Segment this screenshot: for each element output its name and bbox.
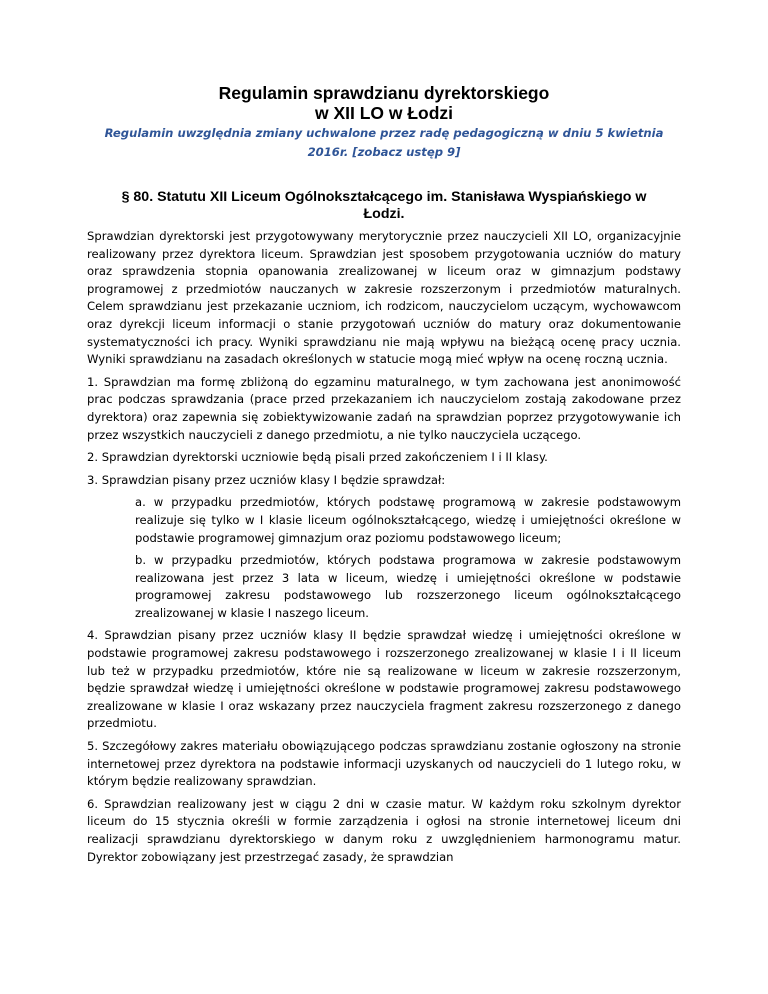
paragraph-3: 3. Sprawdzian pisany przez uczniów klasy I będzie sprawdzał: [87, 472, 446, 487]
amendment-note-line-2: 2016r. [zobacz ustęp 9] [307, 145, 461, 159]
amendment-note-line-1: Regulamin uwzględnia zmiany uchwalone przez radę pedagogiczną w dniu 5 kwietnia [104, 126, 664, 140]
paragraph-4: 4. Sprawdzian pisany przez uczniów klasy II będzie sprawdzał wiedzę i umiejętności określone w podstawie programowej zakresu podstawowego i rozszerzonego zrealizowanej w klasie I i II liceum lub też w przypadku przedmiotów, które nie są realizowane w liceum w zakresie rozszerzonym, będzie sprawdzał wiedzę i umiejętności określone w podstawie programowej zakresu podstawowego zrealizowane w klasie I oraz wskazany przez nauczyciela fragment zakresu rozszerzonego z danego przedmiotu. [87, 628, 681, 731]
paragraph-5: 5. Szczegółowy zakres materiału obowiązującego podczas sprawdzianu zostanie ogłoszony na stronie internetowej przez dyrektora na podstawie informacji uzyskanych od nauczycieli do 1 lutego roku, w którym będzie realizowany sprawdzian. [87, 739, 681, 789]
intro-paragraph: Sprawdzian dyrektorski jest przygotowywany merytorycznie przez nauczycieli XII LO, organizacyjnie realizowany przez dyrektora liceum. Sprawdzian jest sposobem przygotowania uczniów do matury oraz sprawdzenia stopnia opanowania zrealizowanej w liceum oraz w gimnazjum podstawy programowej z przedmiotów nauczanych w zakresie rozszerzonym i przedmiotów maturalnych. Celem sprawdzianu jest przekazanie uczniom, ich rodzicom, nauczycielom uczącym, wychowawcom oraz dyrekcji liceum informacji o stanie przygotowań uczniów do matury oraz dokumentowanie systematyczności ich pracy. Wyniki sprawdzianu nie mają wpływu na bieżącą ocenę pracy ucznia. Wyniki sprawdzianu na zasadach określonych w statucie mogą mieć wpływ na ocenę roczną ucznia. [87, 229, 681, 367]
paragraph-3a: a. w przypadku przedmiotów, których podstawę programową w zakresie podstawowym realizuje się tylko w I klasie liceum ogólnokształcącego, wiedzę i umiejętności określone w podstawie programowej gimnazjum oraz poziomu podstawowego liceum; [135, 495, 681, 545]
paragraph-6: 6. Sprawdzian realizowany jest w ciągu 2 dni w czasie matur. W każdym roku szkolnym dyrektor liceum do 15 stycznia określi w formie zarządzenia i ogłosi na stronie internetowej liceum dni realizacji sprawdzianu dyrektorskiego w danym roku z uwzględnieniem harmonogramu matur. Dyrektor zobowiązany jest przestrzegać zasady, że sprawdzian [87, 796, 681, 864]
section-heading [87, 189, 681, 223]
section-heading-line-2: Łodzi. [363, 206, 405, 222]
paragraph-1: 1. Sprawdzian ma formę zbliżoną do egzaminu maturalnego, w tym zachowana jest anonimowość prac podczas sprawdzania (prace przed przekazaniem ich nauczycielom zostają zakodowane przez dyrektora) oraz zapewnia się zobiektywizowanie zadań na sprawdzian poprzez przygotowywanie ich przez wszystkich nauczycieli z danego przedmiotu, a nie tylko nauczyciela uczącego. [87, 374, 681, 442]
title-line-2: w XII LO w Łodzi [314, 103, 454, 123]
title-line-1: Regulamin sprawdzianu dyrektorskiego [218, 83, 550, 103]
document-body [87, 228, 681, 866]
paragraph-2: 2. Sprawdzian dyrektorski uczniowie będą pisali przed zakończeniem I i II klasy. [87, 450, 548, 465]
section-heading-line-1: § 80. Statutu XII Liceum Ogólnokształcącego im. Stanisława Wyspiańskiego w [121, 189, 647, 205]
amendment-note [87, 124, 681, 162]
paragraph-3b: b. w przypadku przedmiotów, których podstawa programowa w zakresie podstawowym realizowana jest przez 3 lata w liceum, wiedzę i umiejętności określone w podstawie programowej zakresu podstawowego lub rozszerzonego liceum ogólnokształcącego zrealizowanej w klasie I naszego liceum. [135, 553, 681, 620]
document-title [87, 83, 681, 123]
